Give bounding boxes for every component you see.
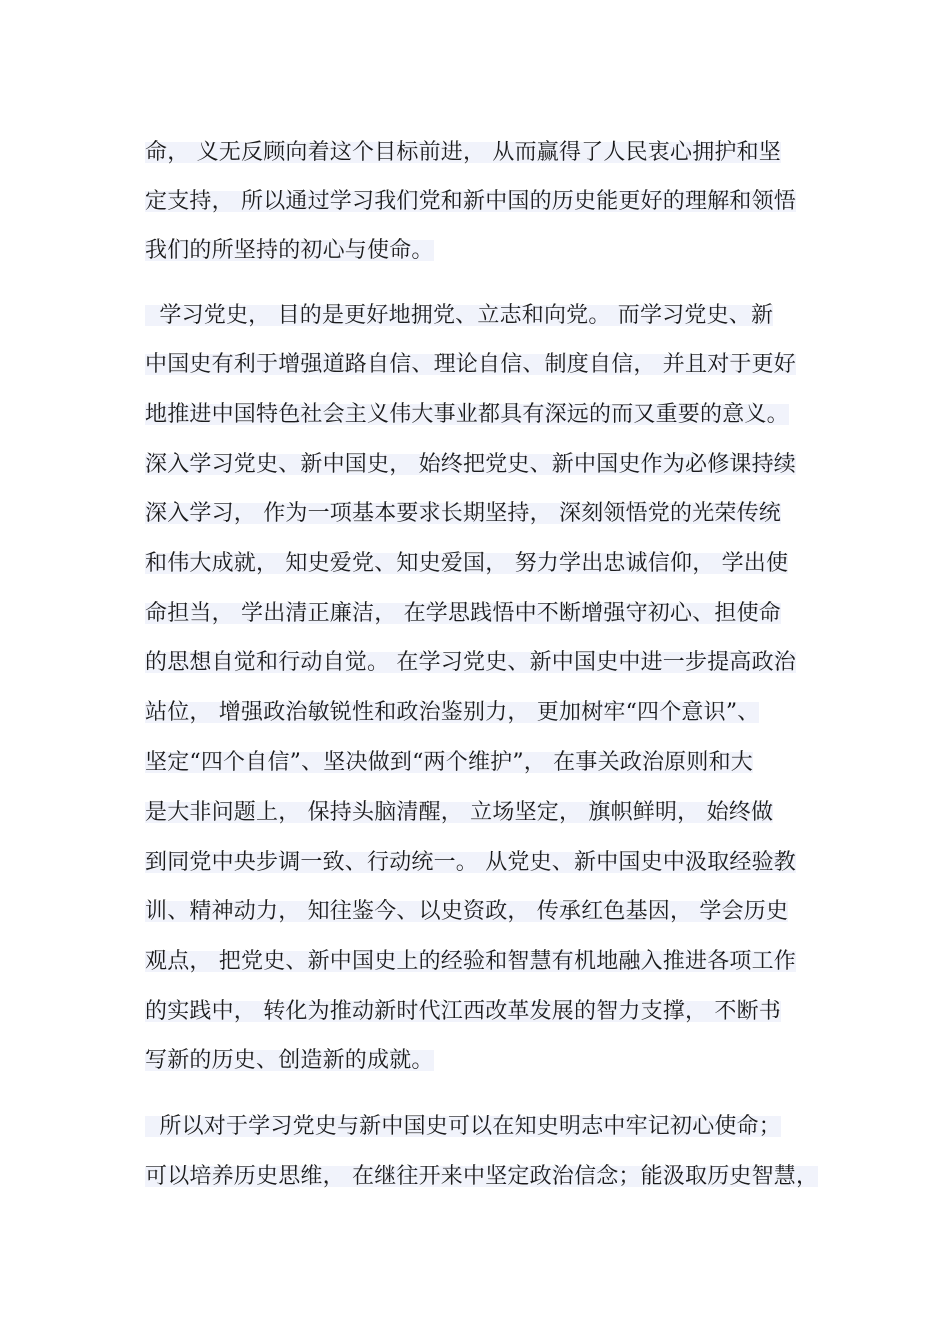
text-line: 的实践中， 转化为推动新时代江西改革发展的智力支撑， 不断书	[145, 999, 781, 1024]
text-line: 到同党中央步调一致、行动统一。 从党史、新中国史中汲取经验教	[145, 850, 796, 875]
text-line: 定支持， 所以通过学习我们党和新中国的历史能更好的理解和领悟	[145, 189, 796, 214]
text-line: 深入学习， 作为一项基本要求长期坚持， 深刻领悟党的光荣传统	[145, 501, 781, 526]
text-line: 深入学习党史、新中国史， 始终把党史、新中国史作为必修课持续	[145, 452, 796, 477]
text-line: 地推进中国特色社会主义伟大事业都具有深远的而又重要的意义。	[145, 402, 789, 427]
text-line: 和伟大成就， 知史爱党、知史爱国， 努力学出忠诚信仰， 学出使	[145, 551, 789, 576]
text-line: 我们的所坚持的初心与使命。	[145, 238, 434, 263]
text-line: 命担当， 学出清正廉洁， 在学思践悟中不断增强守初心、担使命	[145, 601, 781, 626]
text-line: 学习党史， 目的是更好地拥党、立志和向党。 而学习党史、新	[145, 303, 774, 328]
text-line: 是大非问题上， 保持头脑清醒， 立场坚定， 旗帜鲜明， 始终做	[145, 800, 774, 825]
text-line: 命， 义无反顾向着这个目标前进， 从而赢得了人民衷心拥护和坚	[145, 140, 781, 165]
text-line: 的思想自觉和行动自觉。 在学习党史、新中国史中进一步提高政治	[145, 650, 796, 675]
text-line: 训、精神动力， 知往鉴今、以史资政， 传承红色基因， 学会历史	[145, 899, 789, 924]
text-line: 所以对于学习党史与新中国史可以在知史明志中牢记初心使命；	[145, 1114, 781, 1139]
text-line: 可以培养历史思维， 在继往开来中坚定政治信念；能汲取历史智慧，	[145, 1164, 819, 1189]
text-line: 坚定“四个自信”、坚决做到“两个维护”， 在事关政治原则和大	[145, 750, 753, 775]
text-line: 写新的历史、创造新的成就。	[145, 1048, 434, 1073]
text-line: 观点， 把党史、新中国史上的经验和智慧有机地融入推进各项工作	[145, 949, 796, 974]
text-line: 站位， 增强政治敏锐性和政治鉴别力， 更加树牢“四个意识”、	[145, 700, 760, 725]
text-line: 中国史有利于增强道路自信、理论自信、制度自信， 并且对于更好	[145, 352, 796, 377]
